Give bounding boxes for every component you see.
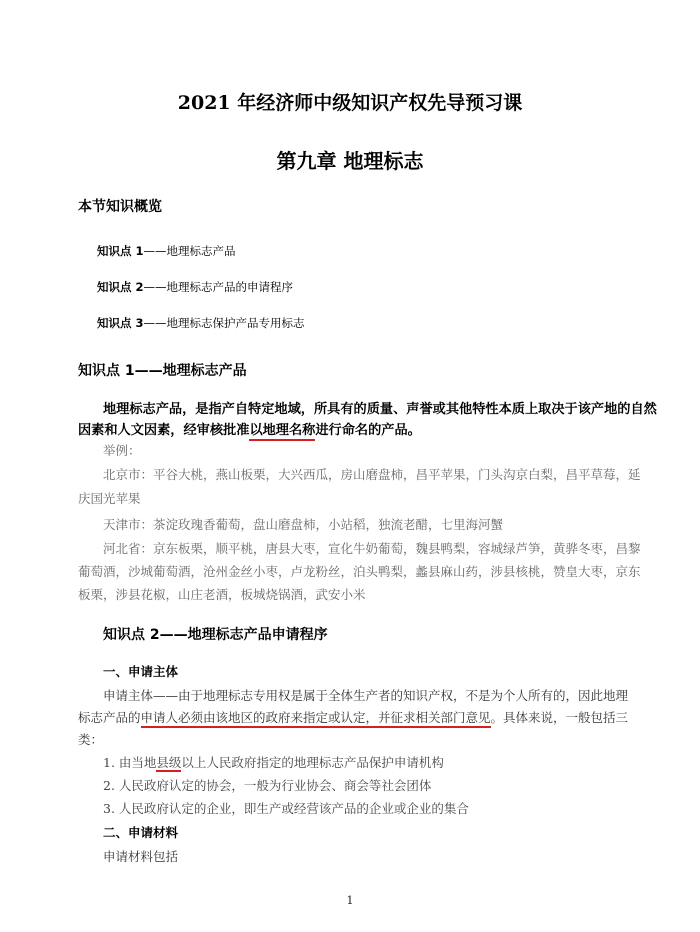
example-hebei-line-3: 板栗，涉县花椒，山庄老酒，板城烧锅酒，武安小米 — [78, 587, 366, 602]
applicant-para-line-3: 类： — [78, 732, 104, 747]
overview-item-label: 知识点 3 — [97, 316, 144, 330]
overview-item-text: ——地理标志产品的申请程序 — [143, 280, 294, 294]
chapter-title: 第九章 地理标志 — [276, 149, 424, 173]
example-hebei-line-2: 葡萄酒，沙城葡萄酒，沧州金丝小枣，卢龙粉丝，泊头鸭梨，蠡县麻山药，涉县核桃，赞皇大枣，京东 — [78, 564, 641, 579]
section-heading-materials: 二、申请材料 — [103, 825, 179, 840]
kp1-definition-line-1: 地理标志产品，是指产自特定地域，所具有的质量、声誉或其他特性本质上取决于该产地的自然 — [103, 402, 657, 417]
list-text: 以上人民政府指定的地理标志产品保护申请机构 — [181, 755, 444, 770]
example-tianjin: 天津市：茶淀玫瑰香葡萄，盘山磨盘柿，小站稻，独流老醋，七里海河蟹 — [103, 517, 504, 532]
example-beijing-line-1: 北京市：平谷大桃，燕山板栗，大兴西瓜，房山磨盘柿，昌平苹果，门头沟京白梨，昌平草莓，延 — [103, 467, 641, 482]
underlined-phrase: 申请人必须由该地区的政府来指定或认定，并征求相关部门意见 — [141, 710, 491, 728]
underlined-word: 县级 — [156, 755, 182, 770]
example-hebei-line-1: 河北省：京东板栗，顺平桃，唐县大枣，宣化牛奶葡萄，魏县鸭梨，容城绿芦笋，黄骅冬枣，昌黎 — [103, 541, 641, 556]
list-item-3: 3. 人民政府认定的企业，即生产或经营该产品的企业或企业的集合 — [103, 801, 469, 816]
kp1-definition-line-2 — [78, 419, 421, 438]
overview-item-1 — [97, 243, 236, 259]
section-heading-applicant: 一、申请主体 — [103, 664, 179, 679]
materials-line: 申请材料包括 — [103, 849, 179, 864]
overview-item-text: ——地理标志保护产品专用标志 — [143, 316, 305, 330]
overview-item-2 — [97, 279, 293, 295]
overview-item-label: 知识点 1 — [97, 244, 144, 258]
page-number: 1 — [346, 894, 354, 907]
overview-item-label: 知识点 2 — [97, 280, 144, 294]
list-item-1 — [103, 753, 444, 771]
para-text: 标志产品的 — [78, 710, 141, 725]
example-label: 举例： — [103, 443, 141, 458]
definition-text: 进行命名的产品。 — [315, 423, 421, 438]
list-item-2: 2. 人民政府认定的协会，一般为行业协会、商会等社会团体 — [103, 778, 432, 793]
list-text: 1. 由当地 — [103, 755, 157, 770]
definition-text: 因素和人文因素，经审核批准 — [78, 423, 250, 438]
para-text: 。具体来说，一般包括三 — [490, 710, 629, 725]
applicant-para-line-1: 申请主体——由于地理标志专用权是属于全体生产者的知识产权，不是为个人所有的，因此地理 — [103, 688, 629, 703]
underlined-term: 以地理名称 — [249, 423, 315, 441]
kp1-heading: 知识点 1——地理标志产品 — [78, 363, 247, 379]
kp2-heading: 知识点 2——地理标志产品申请程序 — [103, 627, 328, 643]
overview-item-text: ——地理标志产品 — [143, 244, 236, 258]
overview-item-3 — [97, 315, 305, 331]
document-title: 2021 年经济师中级知识产权先导预习课 — [177, 92, 523, 114]
applicant-para-line-2 — [78, 708, 628, 726]
overview-heading: 本节知识概览 — [78, 199, 162, 215]
example-beijing-line-2: 庆国光苹果 — [78, 491, 141, 506]
